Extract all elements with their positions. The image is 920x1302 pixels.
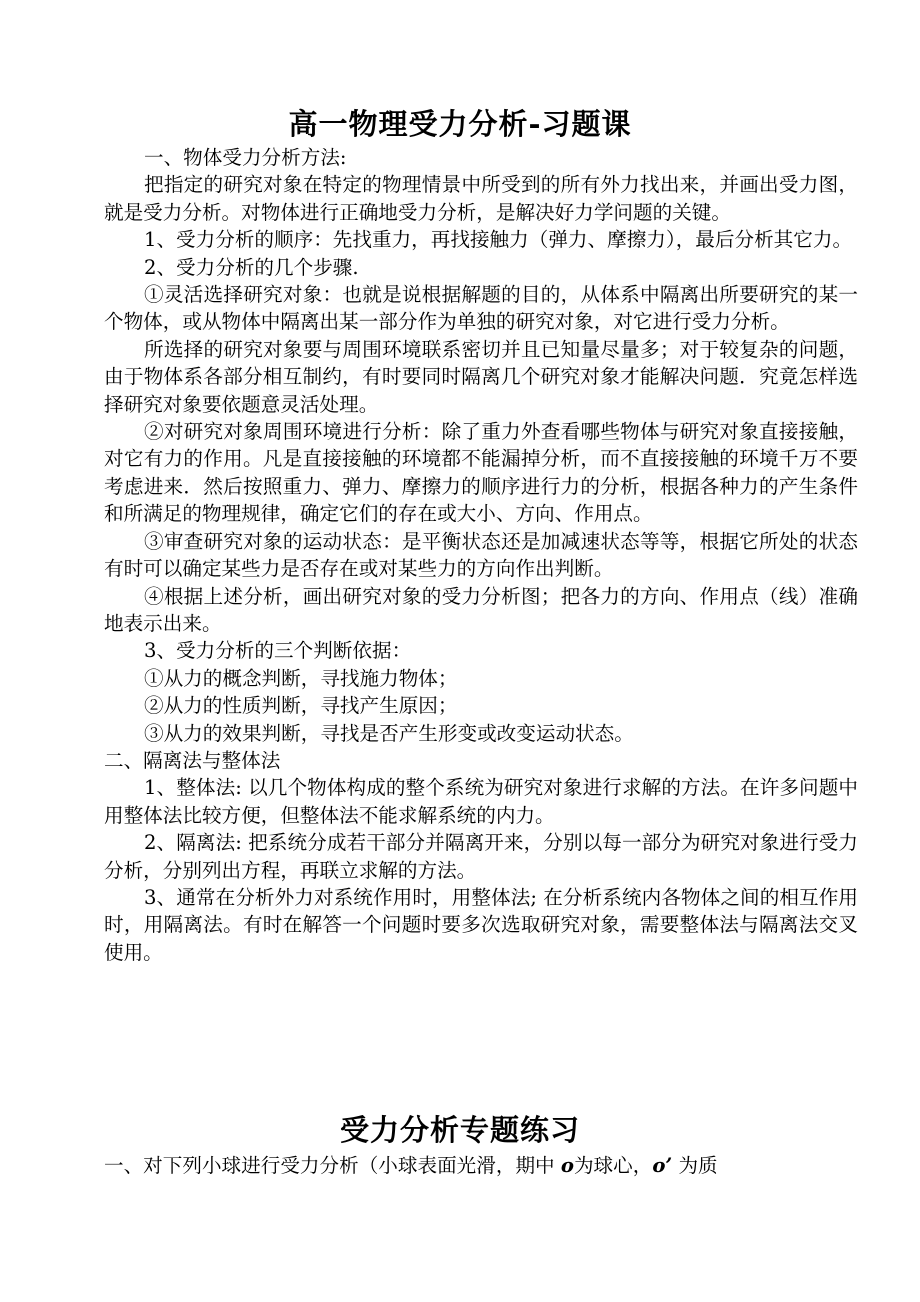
paragraph: 2、受力分析的几个步骤. — [144, 255, 359, 279]
paragraph: 2、隔离法: 把系统分成若干部分并隔离开来，分别以每一部分为研究对象进行受力分析，分别列出方程，再联立求解的方法。 — [104, 831, 858, 882]
symbol-o: o — [560, 1154, 574, 1177]
paragraph: ③从力的效果判断，寻找是否产生形变或改变运动状态。 — [144, 721, 634, 745]
paragraph: 所选择的研究对象要与周围环境联系密切并且已知量尽量多；对于较复杂的问题，由于物体系各部分相互制约，有时要同时隔离几个研究对象才能解决问题．究竟怎样选择研究对象要依题意灵活处理。 — [104, 337, 858, 416]
page-title: 高一物理受力分析-习题课 — [288, 107, 632, 141]
paragraph: 1、受力分析的顺序：先找重力，再找接触力（弹力、摩擦力），最后分析其它力。 — [144, 228, 853, 252]
paragraph: ④根据上述分析，画出研究对象的受力分析图；把各力的方向、作用点（线）准确地表示出来。 — [104, 584, 858, 635]
question-1 — [104, 1152, 864, 1179]
section-title: 受力分析专题练习 — [339, 1113, 580, 1147]
section-heading: 二、隔离法与整体法 — [104, 748, 281, 772]
symbol-o-prime: o’ — [652, 1154, 673, 1177]
paragraph: ②从力的性质判断，寻找产生原因； — [144, 694, 458, 718]
paragraph: 3、受力分析的三个判断依据： — [144, 639, 412, 663]
question-1-text-b: 为球心， — [573, 1154, 653, 1177]
paragraph: 把指定的研究对象在特定的物理情景中所受到的所有外力找出来，并画出受力图，就是受力分析。对物体进行正确地受力分析，是解决好力学问题的关键。 — [104, 173, 858, 224]
paragraph: ③审查研究对象的运动状态：是平衡状态还是加减速状态等等，根据它所处的状态有时可以确定某些力是否存在或对某些力的方向作出判断。 — [104, 529, 858, 581]
document-body — [104, 144, 858, 966]
paragraph: ①从力的概念判断，寻找施力物体； — [144, 666, 458, 690]
paragraph: 1、整体法: 以几个物体构成的整个系统为研究对象进行求解的方法。在许多问题中用整体法比较方便，但整体法不能求解系统的内力。 — [104, 776, 858, 827]
paragraph: ①灵活选择研究对象：也就是说根据解题的目的，从体系中隔离出所要研究的某一个物体，或从物体中隔离出某一部分作为单独的研究对象，对它进行受力分析。 — [104, 283, 858, 334]
paragraph: ②对研究对象周围环境进行分析：除了重力外查看哪些物体与研究对象直接接触，对它有力的作用。凡是直接接触的环境都不能漏掉分析，而不直接接触的环境千万不要考虑进来．然后按照重力、弹力、摩擦力的顺序进行力的分析，根据各种力的产生条件和所满足的物理规律，确定它们的存在或大小、方向、作用点。 — [104, 420, 858, 526]
question-1-text-c: 为质 — [672, 1154, 718, 1177]
paragraph: 一、物体受力分析方法: — [144, 146, 347, 169]
question-1-text-a: 一、对下列小球进行受力分析（小球表面光滑，期中 — [104, 1154, 561, 1177]
paragraph: 3、通常在分析外力对系统作用时，用整体法; 在分析系统内各物体之间的相互作用时，用隔离法。有时在解答一个问题时要多次选取研究对象，需要整体法与隔离法交叉使用。 — [104, 885, 858, 964]
